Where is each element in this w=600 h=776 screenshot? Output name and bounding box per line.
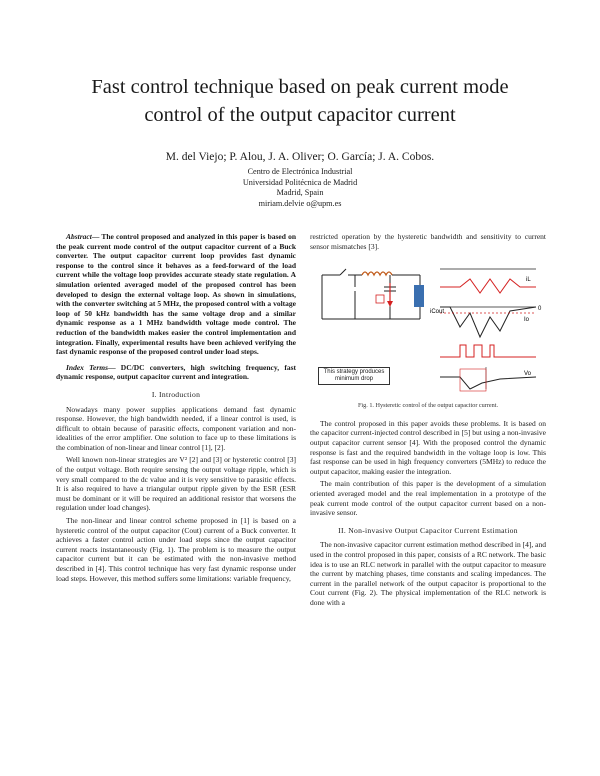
icout-waveform	[440, 307, 536, 337]
fig-label-vo: Vo	[524, 371, 532, 378]
index-terms	[56, 363, 296, 382]
paragraph: The non-linear and linear control scheme proposed in [1] is based on a hysteretic control of the output capacitor (Cout) current of a Buck converter. It achieves a faster control action under load steps since the output capacitor current reacts instantaneously (Fig. 1). The problem is to measure the output capacitor current but it can be estimated with the non-invasive method described in [4]. This control technique has very fast dynamic response under load steps. However, this method suffers some limitations: variable frequency,	[56, 516, 296, 583]
ic-sense-box	[376, 295, 384, 303]
abstract-label: Abstract	[66, 232, 92, 241]
affiliation-line: Madrid, Spain	[276, 188, 324, 197]
waveform-grid	[440, 269, 536, 307]
load-block	[414, 285, 424, 307]
affiliation-line: Centro de Electrónica Industrial	[247, 167, 353, 176]
abstract-text: — The control proposed and analyzed in this paper is based on the peak current mode control of the output capacitor current of a Buck converter. The output capacitor current loop provides fast dynamic response to the control since it behaves as a feed-forward of the load current while the voltage loop provides accurate steady state regulation. A simulation oriented averaged model of the proposed control has been developed to design the external voltage loop. As shown in simulations, with the converter switching at 5 MHz, the proposed control with a voltage loop of 50 kHz bandwidth has the same voltage drop and a similar dynamic response as a 1 MHz bandwidth voltage mode control. The reduction of the bandwidth makes easier the control implementation and integration. Finally, experimental results have been achieved verifying the fast dynamic response of the proposed control under load steps.	[56, 232, 296, 357]
paragraph: Well known non-linear strategies are V² [2] and [3] or hysteretic control [3] of the output voltage. Both require sensing the output voltage ripple, which is very small compared to the dc value and it is very sensitive to parasitic effects. It is also required to have a triangular output ripple given by the ESR (ESR must be dominant or it will be required an additional resistor that worsens the regulation under load changes).	[56, 455, 296, 513]
abstract	[56, 232, 296, 357]
figure-caption: Fig. 1. Hysteretic control of the output capacitor current.	[357, 402, 499, 410]
paragraph: The main contribution of this paper is the development of a simulation oriented averaged model and the real implementation in a prototype of the peak current mode control of the output capacitor current based on a non-invasive sensor.	[310, 479, 546, 518]
paragraph: Nowadays many power supplies applications demand fast dynamic response. However, the high bandwidth needed, if a linear control is used, is difficult to obtain because of parasitic effects, component variation and non-idealities of the error amplifier. One solution to face up to these limitations is the combination of non-linear and linear control [1], [2].	[56, 404, 296, 452]
inductor-coil	[362, 272, 392, 275]
paragraph: restricted operation by the hysteretic bandwidth and sensitivity to current sensor mismatches [3].	[310, 232, 546, 251]
index-terms-text: — DC/DC converters, high switching frequency, fast dynamic response, output capacitor current and integration.	[56, 362, 297, 382]
title-line-1: Fast control technique based on peak current mode	[91, 76, 509, 98]
fig-label-il: iL	[526, 277, 531, 284]
left-column	[56, 232, 296, 586]
section-heading: I. Introduction	[151, 389, 201, 399]
vo-waveform	[440, 377, 536, 389]
buck-circuit	[322, 269, 420, 319]
affiliation-line: Universidad Politécnica de Madrid	[242, 177, 358, 187]
index-terms-label: Index Terms	[66, 362, 109, 372]
authors: M. del Viejo; P. Alou, J. A. Oliver; O. García; J. A. Cobos.	[165, 151, 435, 163]
fig-label-zero: 0	[538, 306, 542, 313]
fig-label-io: Io	[524, 317, 530, 324]
figure-1	[310, 257, 546, 397]
il-waveform	[440, 279, 536, 293]
section-heading: II. Non-invasive Output Capacitor Current Estimation	[338, 525, 518, 535]
paragraph: The non-invasive capacitor current estimation method described in [4], and used in the control proposed in this paper, consists of a RC network. The basic idea is to use an RLC network in parallel with the output capacitor to measure the current by matching phases, time constants and scaling impedances. The current in the parallel network of the output capacitor is proportional to the Cout current (Fig. 2). The physical implementation of the RLC network is done with a	[310, 540, 546, 607]
figure-note: This strategy produces minimum drop	[318, 367, 390, 385]
paper-title	[40, 73, 560, 129]
fig-label-icout: iCout	[430, 309, 445, 316]
gate-pulses	[440, 345, 536, 357]
affiliation	[150, 167, 450, 209]
author-email: miriam.delvie o@upm.es	[258, 198, 342, 208]
paragraph: The control proposed in this paper avoids these problems. It is based on the capacitor current-injected control described in [5] but using a non-invasive output capacitor current sensor [4]. With the proposed control the dynamic response is fast and the required bandwidth in the voltage loop is low. This fast response can be used in high frequency converters (5MHz) to reduce the output capacitor, making easier the integration.	[310, 418, 546, 476]
right-column	[310, 232, 546, 610]
title-line-2: control of the output capacitor current	[144, 104, 456, 126]
